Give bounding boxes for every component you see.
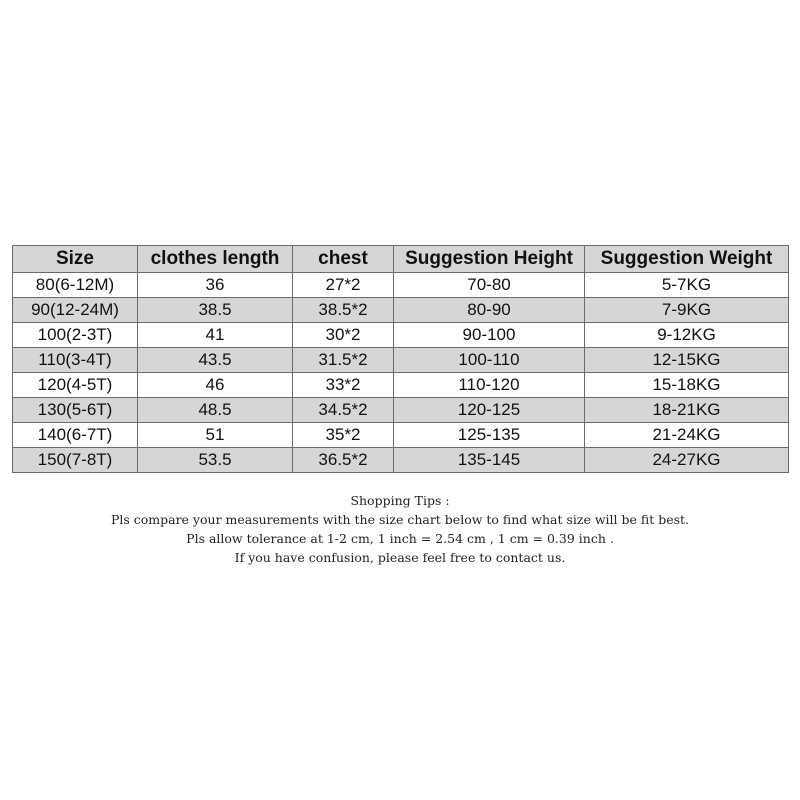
- cell-size: 130(5-6T): [13, 398, 138, 423]
- header-suggestion-weight: Suggestion Weight: [585, 246, 789, 273]
- table-row: [13, 448, 789, 473]
- cell-height: 110-120: [394, 373, 585, 398]
- shopping-tips: [0, 491, 800, 567]
- cell-clothes-length: 36: [138, 273, 293, 298]
- cell-height: 135-145: [394, 448, 585, 473]
- cell-weight: 12-15KG: [585, 348, 789, 373]
- cell-height: 120-125: [394, 398, 585, 423]
- cell-chest: 38.5*2: [293, 298, 394, 323]
- cell-height: 125-135: [394, 423, 585, 448]
- cell-weight: 5-7KG: [585, 273, 789, 298]
- cell-height: 70-80: [394, 273, 585, 298]
- cell-size: 120(4-5T): [13, 373, 138, 398]
- header-chest: chest: [293, 246, 394, 273]
- header-size: Size: [13, 246, 138, 273]
- table-row: [13, 348, 789, 373]
- cell-weight: 21-24KG: [585, 423, 789, 448]
- cell-size: 150(7-8T): [13, 448, 138, 473]
- cell-size: 110(3-4T): [13, 348, 138, 373]
- cell-weight: 18-21KG: [585, 398, 789, 423]
- cell-size: 140(6-7T): [13, 423, 138, 448]
- cell-weight: 7-9KG: [585, 298, 789, 323]
- cell-chest: 33*2: [293, 373, 394, 398]
- cell-clothes-length: 43.5: [138, 348, 293, 373]
- cell-clothes-length: 46: [138, 373, 293, 398]
- table-row: [13, 423, 789, 448]
- cell-chest: 31.5*2: [293, 348, 394, 373]
- shopping-tips-line-3: If you have confusion, please feel free to contact us.: [234, 550, 566, 565]
- cell-weight: 9-12KG: [585, 323, 789, 348]
- cell-clothes-length: 53.5: [138, 448, 293, 473]
- table-row: [13, 373, 789, 398]
- table-row: [13, 398, 789, 423]
- cell-chest: 30*2: [293, 323, 394, 348]
- cell-weight: 24-27KG: [585, 448, 789, 473]
- table-row: [13, 323, 789, 348]
- table-row: [13, 298, 789, 323]
- shopping-tips-line-1: Pls compare your measurements with the size chart below to find what size will be fit best.: [110, 512, 690, 527]
- shopping-tips-title: Shopping Tips :: [350, 493, 450, 508]
- shopping-tips-line-2: Pls allow tolerance at 1-2 cm, 1 inch = 2.54 cm , 1 cm = 0.39 inch .: [186, 531, 614, 546]
- cell-chest: 36.5*2: [293, 448, 394, 473]
- cell-size: 100(2-3T): [13, 323, 138, 348]
- cell-height: 100-110: [394, 348, 585, 373]
- cell-size: 90(12-24M): [13, 298, 138, 323]
- cell-clothes-length: 38.5: [138, 298, 293, 323]
- cell-height: 90-100: [394, 323, 585, 348]
- cell-chest: 35*2: [293, 423, 394, 448]
- cell-size: 80(6-12M): [13, 273, 138, 298]
- table-row: [13, 273, 789, 298]
- cell-clothes-length: 51: [138, 423, 293, 448]
- cell-clothes-length: 41: [138, 323, 293, 348]
- table-header-row: [13, 246, 789, 273]
- header-suggestion-height: Suggestion Height: [394, 246, 585, 273]
- cell-height: 80-90: [394, 298, 585, 323]
- size-chart-table: [12, 245, 789, 473]
- cell-clothes-length: 48.5: [138, 398, 293, 423]
- header-clothes-length: clothes length: [138, 246, 293, 273]
- cell-chest: 34.5*2: [293, 398, 394, 423]
- cell-chest: 27*2: [293, 273, 394, 298]
- cell-weight: 15-18KG: [585, 373, 789, 398]
